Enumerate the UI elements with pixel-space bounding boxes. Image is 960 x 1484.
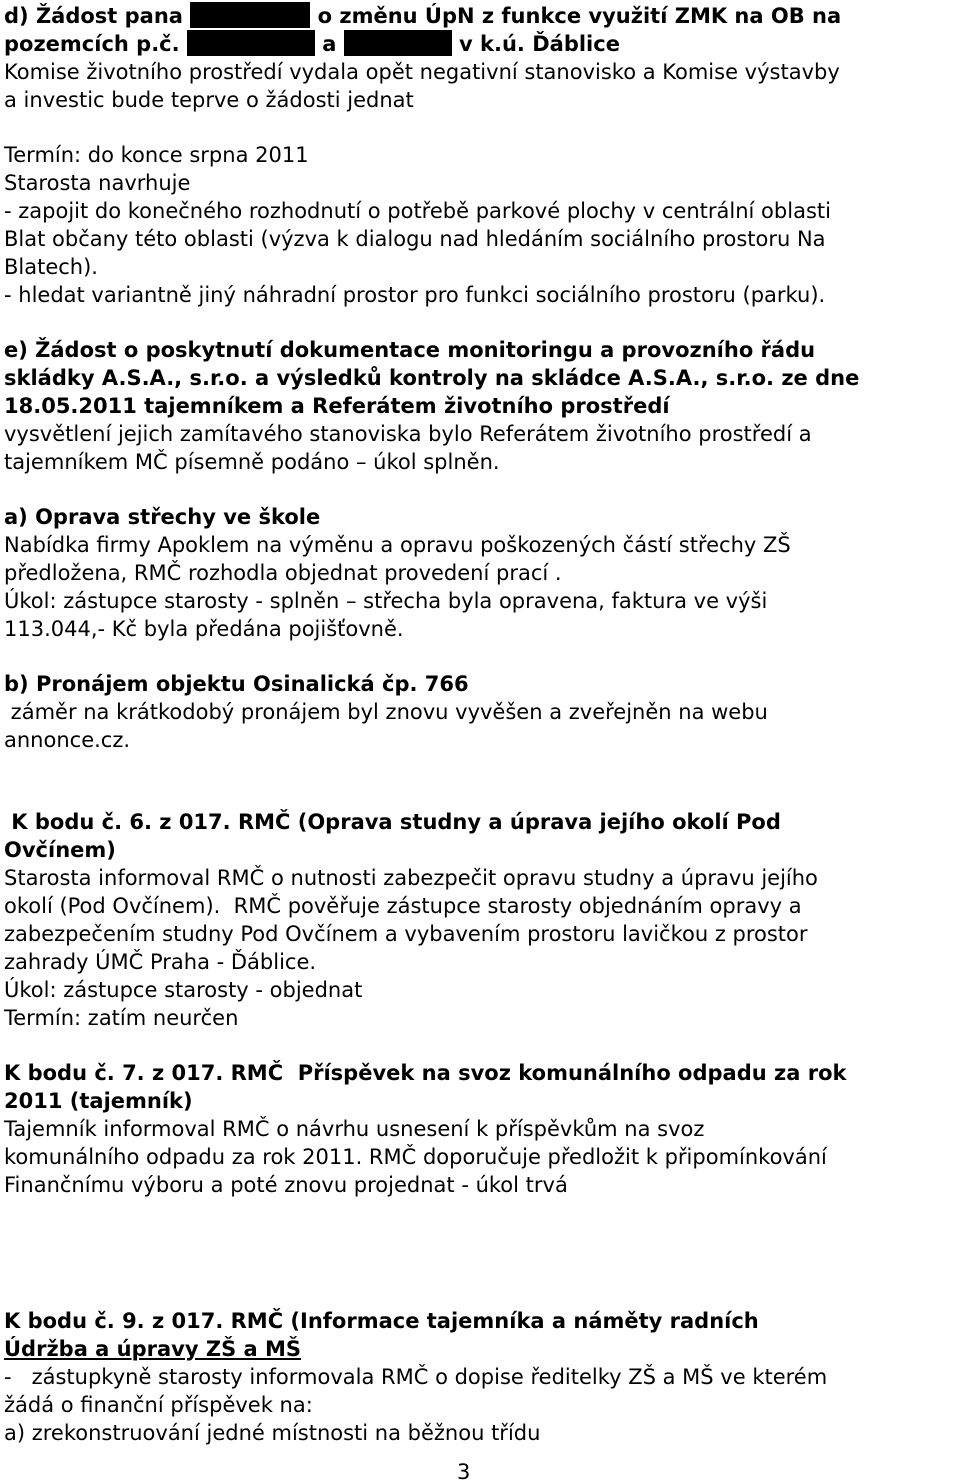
section-a-title: a) Oprava střechy ve škole xyxy=(4,505,321,529)
paragraph-line: komunálního odpadu za rok 2011. RMČ doporučuje předložit k připomínkování xyxy=(4,1145,827,1169)
point-6-title: Ovčínem) xyxy=(4,838,116,862)
redaction-box xyxy=(344,30,452,56)
point-9-title: K bodu č. 9. z 017. RMČ (Informace tajemníka a náměty radních xyxy=(4,1309,759,1333)
section-e-title: 18.05.2011 tajemníkem a Referátem životního prostředí xyxy=(4,394,670,418)
section-e-title: e) Žádost o poskytnutí dokumentace monitoringu a provozního řádu xyxy=(4,338,816,362)
paragraph-line: okolí (Pod Ovčínem). RMČ pověřuje zástupce starosty objednáním opravy a xyxy=(4,894,802,918)
section-b-title: b) Pronájem objektu Osinalická čp. 766 xyxy=(4,672,469,696)
point-6-title: K bodu č. 6. z 017. RMČ (Oprava studny a úprava jejího okolí Pod xyxy=(4,810,781,834)
document-page xyxy=(4,2,957,1447)
paragraph-line: Komise životního prostředí vydala opět negativní stanovisko a Komise výstavby xyxy=(4,60,840,84)
term-line: Termín: do konce srpna 2011 xyxy=(4,143,309,167)
point-9-subtitle: Údržba a úpravy ZŠ a MŠ xyxy=(4,1337,302,1361)
point-7-title: 2011 (tajemník) xyxy=(4,1089,193,1113)
paragraph-line: záměr na krátkodobý pronájem byl znovu vyvěšen a zveřejněn na webu xyxy=(4,700,768,724)
paragraph-line: předložena, RMČ rozhodla objednat provedení prací . xyxy=(4,561,562,585)
paragraph-line: Blatech). xyxy=(4,255,98,279)
page-number: 3 xyxy=(457,1460,471,1484)
paragraph-line: Finančnímu výboru a poté znovu projednat - úkol trvá xyxy=(4,1173,568,1197)
paragraph-line: Blat občany této oblasti (výzva k dialogu nad hledáním sociálního prostoru Na xyxy=(4,227,826,251)
section-e-title: skládky A.S.A., s.r.o. a výsledků kontroly na skládce A.S.A., s.r.o. ze dne xyxy=(4,366,860,390)
section-d-title-line2: pozemcích p.č. a v k.ú. Ďáblice xyxy=(4,32,620,56)
paragraph-line: - hledat variantně jiný náhradní prostor pro funkci sociálního prostoru (parku). xyxy=(4,283,826,307)
paragraph-line: vysvětlení jejich zamítavého stanoviska bylo Referátem životního prostředí a xyxy=(4,422,812,446)
paragraph-line: zabezpečením studny Pod Ovčínem a vybavením prostoru lavičkou z prostor xyxy=(4,922,808,946)
paragraph-line: tajemníkem MČ písemně podáno – úkol splněn. xyxy=(4,450,500,474)
paragraph-line: Úkol: zástupce starosty - objednat xyxy=(4,978,363,1002)
paragraph-line: žádá o finanční příspěvek na: xyxy=(4,1393,313,1417)
paragraph-line: - zástupkyně starosty informovala RMČ o dopise ředitelky ZŠ a MŠ ve kterém xyxy=(4,1365,828,1389)
paragraph-line: Starosta navrhuje xyxy=(4,171,191,195)
paragraph-line: Tajemník informoval RMČ o návrhu usnesení k příspěvkům na svoz xyxy=(4,1117,705,1141)
paragraph-line: zahrady ÚMČ Praha - Ďáblice. xyxy=(4,950,317,974)
point-7-title: K bodu č. 7. z 017. RMČ Příspěvek na svoz komunálního odpadu za rok xyxy=(4,1061,847,1085)
paragraph-line: Termín: zatím neurčen xyxy=(4,1006,239,1030)
paragraph-line: Úkol: zástupce starosty - splněn – střecha byla opravena, faktura ve výši xyxy=(4,589,768,613)
paragraph-line: Starosta informoval RMČ o nutnosti zabezpečit opravu studny a úpravu jejího xyxy=(4,866,818,890)
paragraph-line: - zapojit do konečného rozhodnutí o potřebě parkové plochy v centrální oblasti xyxy=(4,199,831,223)
redaction-box xyxy=(187,30,315,56)
section-d-title-line1: d) Žádost pana o změnu ÚpN z funkce využití ZMK na OB na xyxy=(4,4,842,28)
redaction-box xyxy=(190,2,310,28)
paragraph-line: a) zrekonstruování jedné místnosti na běžnou třídu xyxy=(4,1421,541,1445)
paragraph-line: annonce.cz. xyxy=(4,728,131,752)
paragraph-line: Nabídka firmy Apoklem na výměnu a opravu poškozených částí střechy ZŠ xyxy=(4,533,791,557)
paragraph-line: a investic bude teprve o žádosti jednat xyxy=(4,88,414,112)
paragraph-line: 113.044,- Kč byla předána pojišťovně. xyxy=(4,617,404,641)
